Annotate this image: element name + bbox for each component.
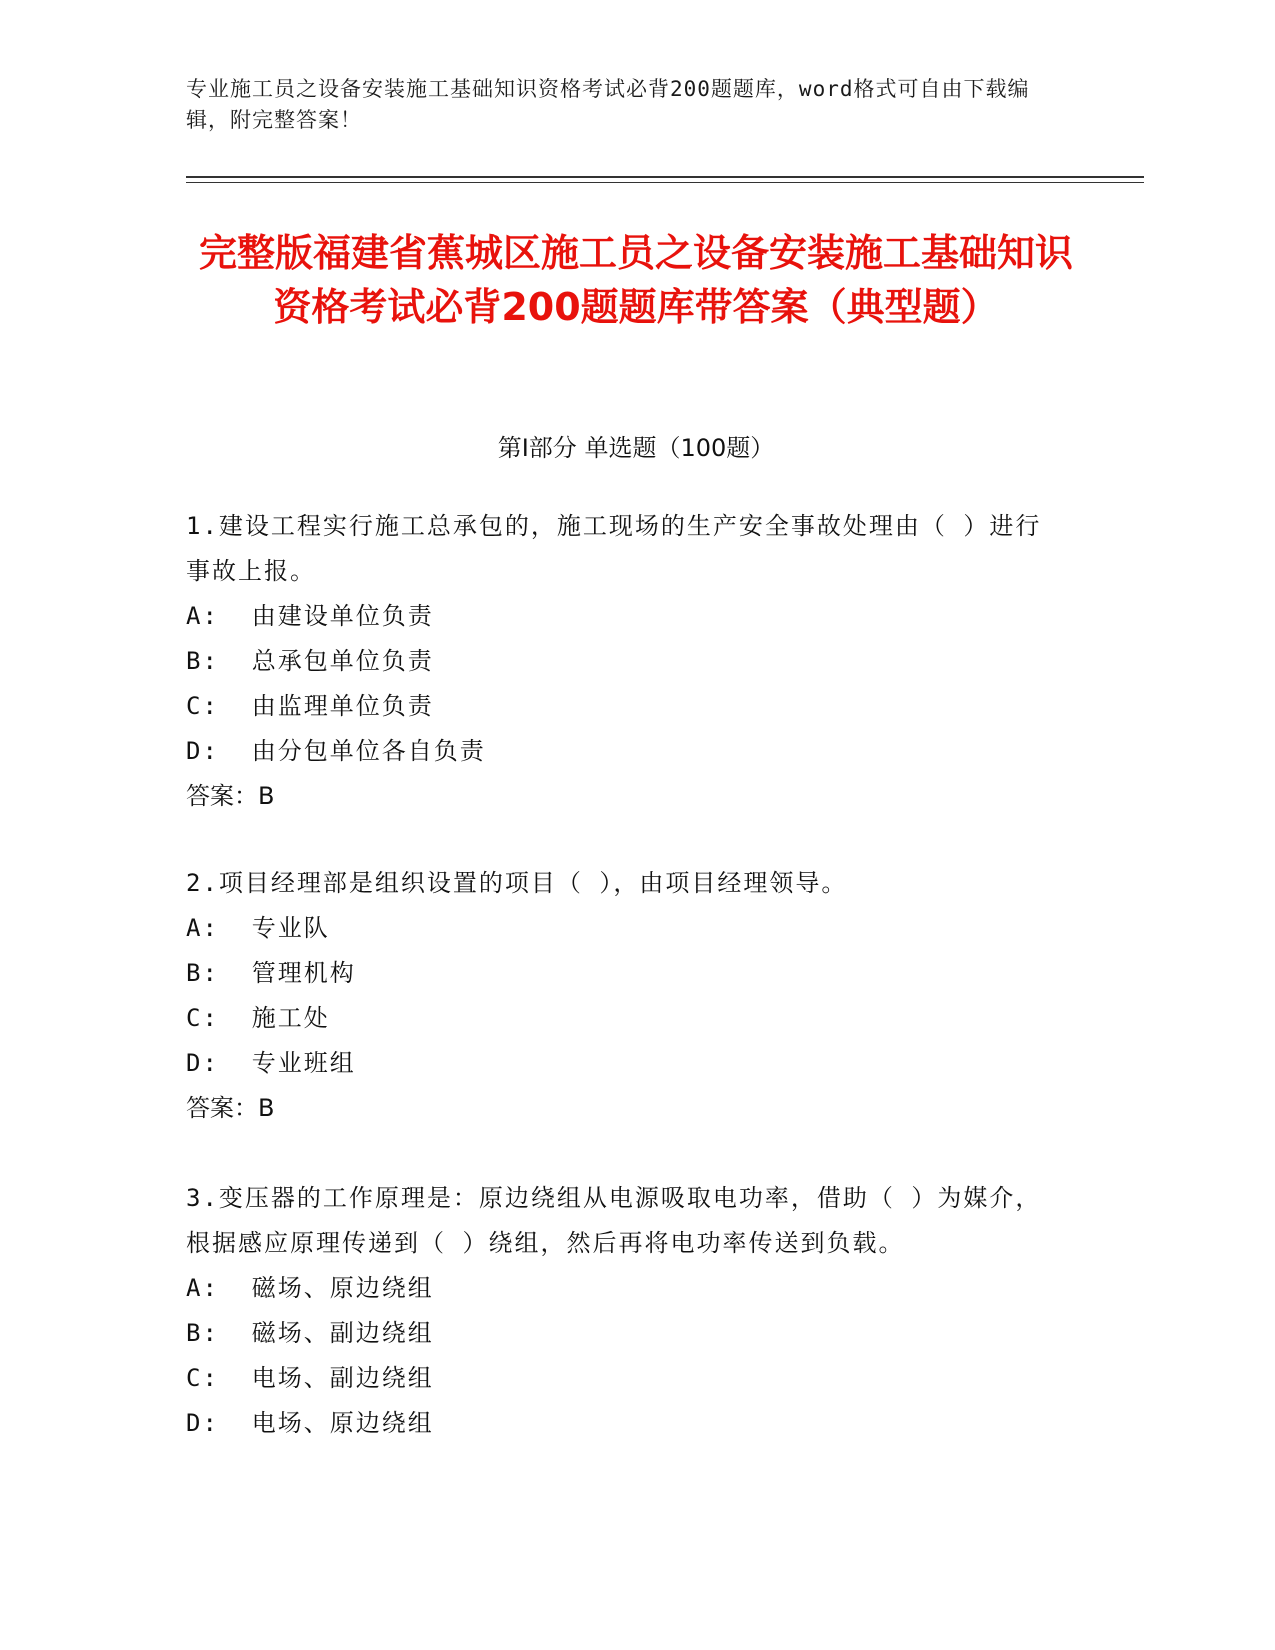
question-stem: 1.建设工程实行施工总承包的，施工现场的生产安全事故处理由（ ）进行事故上报。 <box>186 512 1042 585</box>
question-2 <box>186 861 1066 1131</box>
header-divider <box>186 176 1144 178</box>
option-b: B: 磁场、副边绕组 <box>186 1319 434 1347</box>
option-d: D: 专业班组 <box>186 1049 356 1077</box>
option-b: B: 管理机构 <box>186 959 356 987</box>
option-b: B: 总承包单位负责 <box>186 647 434 675</box>
option-c: C: 电场、副边绕组 <box>186 1364 434 1392</box>
question-stem: 2.项目经理部是组织设置的项目（ ），由项目经理领导。 <box>186 869 848 897</box>
option-d: D: 由分包单位各自负责 <box>186 737 486 765</box>
option-c: C: 施工处 <box>186 1004 330 1032</box>
option-c: C: 由监理单位负责 <box>186 692 434 720</box>
section-title: 第I部分 单选题（100题） <box>497 434 775 462</box>
option-a: A: 由建设单位负责 <box>186 602 434 630</box>
question-3 <box>186 1176 1066 1446</box>
document-title: 完整版福建省蕉城区施工员之设备安装施工基础知识资格考试必背200题题库带答案（典型题） <box>198 231 1073 329</box>
question-1 <box>186 504 1066 819</box>
option-d: D: 电场、原边绕组 <box>186 1409 434 1437</box>
answer: 答案：B <box>186 1094 275 1122</box>
header-note: 专业施工员之设备安装施工基础知识资格考试必背200题题库，word格式可自由下载编辑，附完整答案！ <box>186 77 1030 132</box>
option-a: A: 磁场、原边绕组 <box>186 1274 434 1302</box>
question-stem: 3.变压器的工作原理是：原边绕组从电源吸取电功率，借助（ ）为媒介，根据感应原理传递到（ ）绕组，然后再将电功率传送到负载。 <box>186 1184 1042 1257</box>
header-divider-thin <box>186 182 1144 183</box>
option-a: A: 专业队 <box>186 914 330 942</box>
answer: 答案：B <box>186 782 275 810</box>
